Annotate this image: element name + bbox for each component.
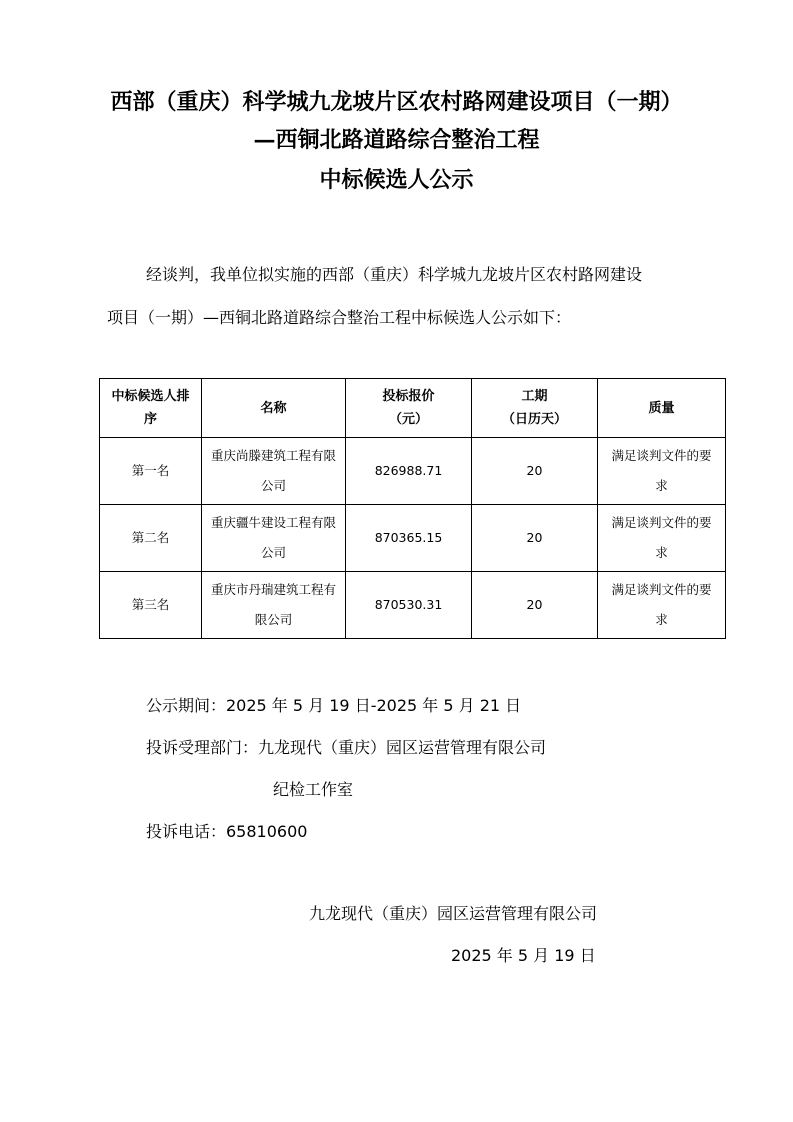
header-price-line1: 投标报价 (382, 389, 435, 404)
complaint-phone: 投诉电话：65810600 (146, 822, 308, 841)
header-price (346, 379, 472, 438)
cell-quality: 满足谈判文件的要求 (598, 505, 726, 572)
header-period (472, 379, 598, 438)
document-title-line1: 西部（重庆）科学城九龙坡片区农村路网建设项目（一期） (110, 89, 683, 115)
table-header-row (100, 379, 726, 438)
signature-date: 2025 年 5 月 19 日 (451, 946, 596, 965)
cell-name: 重庆疆牛建设工程有限公司 (202, 505, 346, 572)
header-period-line2: （日历天） (501, 412, 567, 427)
header-quality: 质量 (598, 379, 726, 438)
cell-rank: 第三名 (100, 572, 202, 639)
header-period-line1: 工期 (521, 389, 548, 404)
intro-line2: 项目（一期）—西铜北路道路综合整治工程中标候选人公示如下： (107, 308, 572, 327)
notice-period: 公示期间：2025 年 5 月 19 日-2025 年 5 月 21 日 (146, 696, 522, 715)
complaint-department: 投诉受理部门：九龙现代（重庆）园区运营管理有限公司 (146, 738, 547, 757)
cell-period: 20 (472, 438, 598, 505)
intro-line1: 经谈判，我单位拟实施的西部（重庆）科学城九龙坡片区农村路网建设 (146, 265, 643, 284)
header-name: 名称 (202, 379, 346, 438)
table-row (100, 505, 726, 572)
cell-rank: 第二名 (100, 505, 202, 572)
header-rank: 中标候选人排序 (100, 379, 202, 438)
complaint-department-office: 纪检工作室 (273, 780, 354, 799)
cell-quality: 满足谈判文件的要求 (598, 438, 726, 505)
cell-quality: 满足谈判文件的要求 (598, 572, 726, 639)
cell-period: 20 (472, 505, 598, 572)
document-title-line2: —西铜北路道路综合整治工程 (253, 127, 540, 153)
signature-organization: 九龙现代（重庆）园区运营管理有限公司 (309, 904, 598, 923)
table-row (100, 572, 726, 639)
cell-rank: 第一名 (100, 438, 202, 505)
cell-period: 20 (472, 572, 598, 639)
document-title-line3: 中标候选人公示 (319, 167, 474, 193)
header-price-line2: （元） (388, 412, 428, 427)
cell-price: 826988.71 (346, 438, 472, 505)
table-row (100, 438, 726, 505)
cell-name: 重庆尚滕建筑工程有限公司 (202, 438, 346, 505)
candidates-table (99, 378, 726, 639)
cell-name: 重庆市丹瑞建筑工程有限公司 (202, 572, 346, 639)
cell-price: 870530.31 (346, 572, 472, 639)
cell-price: 870365.15 (346, 505, 472, 572)
